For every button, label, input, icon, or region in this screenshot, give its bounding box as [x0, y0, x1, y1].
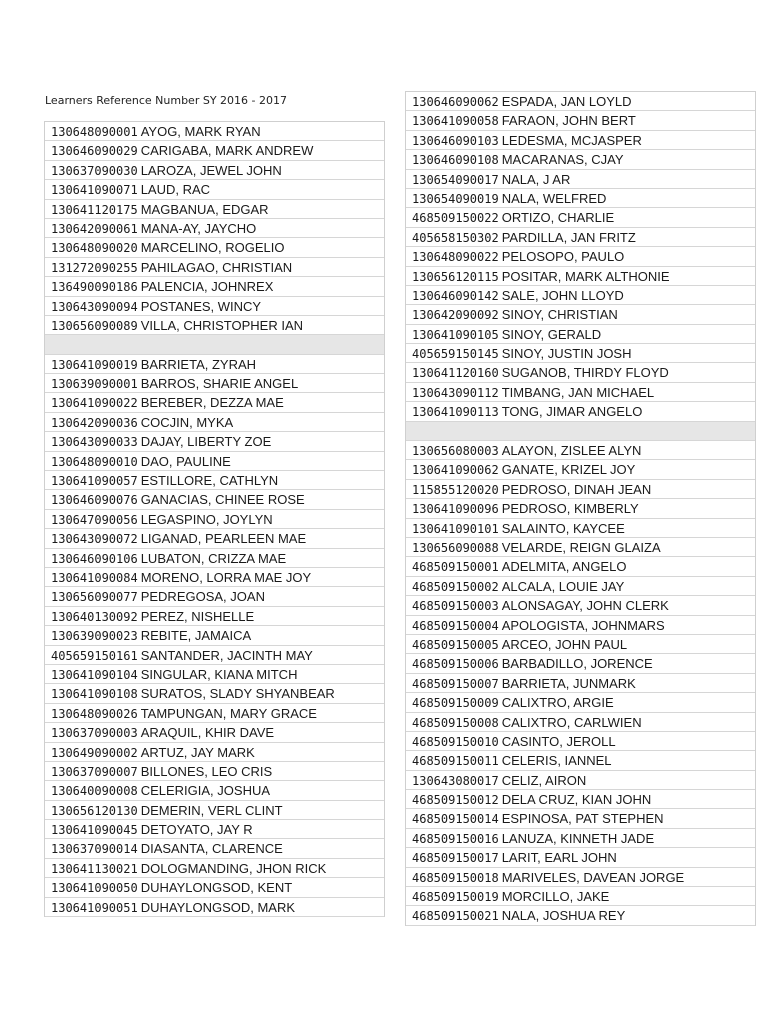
learner-reference-number: 130642090092: [412, 308, 499, 323]
learner-row: [45, 762, 384, 781]
learner-row: [406, 344, 755, 363]
learner-name: SINOY, JUSTIN JOSH: [501, 346, 632, 362]
learner-name: NALA, JOSHUA REY: [501, 908, 626, 924]
learner-name: VILLA, CHRISTOPHER IAN: [140, 317, 304, 333]
learner-row: [45, 297, 384, 316]
learner-row: [45, 684, 384, 703]
learner-reference-number: 468509150021: [412, 909, 499, 924]
learner-row: [406, 267, 755, 286]
learner-name: CALIXTRO, ARGIE: [501, 695, 614, 711]
learner-name: DOLOGMANDING, JHON RICK: [140, 860, 327, 876]
learner-name: POSITAR, MARK ALTHONIE: [501, 268, 670, 284]
learner-row: [406, 92, 755, 111]
learner-reference-number: 131272090255: [51, 260, 138, 275]
learner-row: [406, 111, 755, 130]
learner-name: GANACIAS, CHINEE ROSE: [140, 492, 305, 508]
learner-row: [406, 848, 755, 867]
learner-name: SINOY, GERALD: [501, 326, 602, 342]
learner-row: [406, 577, 755, 596]
learner-row: [45, 723, 384, 742]
learner-name: PEDREGOSA, JOAN: [140, 589, 265, 605]
learner-reference-number: 130637090007: [51, 764, 138, 779]
learner-name: REBITE, JAMAICA: [140, 628, 252, 644]
learner-name: ADELMITA, ANGELO: [501, 559, 627, 575]
learner-row: [45, 510, 384, 529]
learner-name: ALAYON, ZISLEE ALYN: [501, 443, 642, 459]
learner-reference-number: 468509150011: [412, 754, 499, 769]
learner-name: DAJAY, LIBERTY ZOE: [140, 434, 272, 450]
learner-reference-number: 405658150302: [412, 230, 499, 245]
learner-name: MORCILLO, JAKE: [501, 889, 610, 905]
learner-row: [406, 790, 755, 809]
learner-reference-number: 130648090010: [51, 454, 138, 469]
learner-reference-number: 130646090108: [412, 153, 499, 168]
learner-name: NALA, J AR: [501, 171, 571, 187]
learner-row: [406, 809, 755, 828]
learner-row: [406, 228, 755, 247]
learner-reference-number: 130642090036: [51, 415, 138, 430]
left-learner-table: [44, 121, 385, 917]
learner-reference-number: 130641090057: [51, 474, 138, 489]
learner-name: TAMPUNGAN, MARY GRACE: [140, 705, 317, 721]
learner-row: [45, 587, 384, 606]
learner-reference-number: 468509150003: [412, 599, 499, 614]
learner-row: [45, 258, 384, 277]
learner-reference-number: 130641090104: [51, 667, 138, 682]
learner-reference-number: 468509150002: [412, 579, 499, 594]
learner-reference-number: 130641090051: [51, 900, 138, 915]
learner-name: DUHAYLONGSOD, KENT: [140, 880, 293, 896]
learner-reference-number: 468509150016: [412, 831, 499, 846]
learner-reference-number: 130648090022: [412, 250, 499, 265]
learner-row: [406, 286, 755, 305]
learner-reference-number: 130656080003: [412, 444, 499, 459]
learner-name: BARROS, SHARIE ANGEL: [140, 376, 299, 392]
learner-row: [406, 771, 755, 790]
learner-row: [406, 170, 755, 189]
learner-row: [45, 393, 384, 412]
learner-reference-number: 130637090014: [51, 842, 138, 857]
learner-reference-number: 468509150006: [412, 657, 499, 672]
page-title: Learners Reference Number SY 2016 - 2017: [45, 94, 287, 107]
learner-row: [45, 432, 384, 451]
learner-reference-number: 136490090186: [51, 280, 138, 295]
learner-reference-number: 130641090019: [51, 357, 138, 372]
learner-name: PEDROSO, DINAH JEAN: [501, 481, 652, 497]
learner-name: ALONSAGAY, JOHN CLERK: [501, 598, 669, 614]
learner-name: BARRIETA, ZYRAH: [140, 356, 257, 372]
learner-reference-number: 115855120020: [412, 482, 499, 497]
learner-row: [45, 568, 384, 587]
learner-row: [406, 906, 755, 925]
learner-name: SANTANDER, JACINTH MAY: [140, 647, 313, 663]
learner-name: DELA CRUZ, KIAN JOHN: [501, 792, 652, 808]
learner-name: SALAINTO, KAYCEE: [501, 520, 625, 536]
learner-name: ESTILLORE, CATHLYN: [140, 473, 279, 489]
learner-row: [45, 781, 384, 800]
learner-reference-number: 130641090084: [51, 570, 138, 585]
learner-reference-number: 130646090142: [412, 288, 499, 303]
learner-name: PARDILLA, JAN FRITZ: [501, 229, 636, 245]
learner-reference-number: 130649090002: [51, 745, 138, 760]
learner-row: [45, 898, 384, 917]
learner-reference-number: 130639090023: [51, 629, 138, 644]
learner-row: [406, 402, 755, 421]
learner-reference-number: 130656090077: [51, 590, 138, 605]
learner-reference-number: 130643090094: [51, 299, 138, 314]
learner-reference-number: 130648090020: [51, 241, 138, 256]
learner-reference-number: 468509150022: [412, 211, 499, 226]
learner-row: [406, 305, 755, 324]
learner-row: [406, 887, 755, 906]
learner-row: [406, 441, 755, 460]
learner-name: GANATE, KRIZEL JOY: [501, 462, 636, 478]
learner-name: COCJIN, MYKA: [140, 414, 234, 430]
learner-name: FARAON, JOHN BERT: [501, 113, 636, 129]
learner-reference-number: 130646090062: [412, 95, 499, 109]
learner-row: [406, 460, 755, 479]
learner-name: LAUD, RAC: [140, 182, 211, 198]
learner-name: CELERIS, IANNEL: [501, 753, 612, 769]
learner-row: [45, 238, 384, 257]
learner-row: [406, 732, 755, 751]
learner-row: [45, 413, 384, 432]
learner-name: CELIZ, AIRON: [501, 772, 587, 788]
learner-name: ALCALA, LOUIE JAY: [501, 578, 625, 594]
learner-row: [406, 616, 755, 635]
learner-name: PELOSOPO, PAULO: [501, 249, 625, 265]
group-separator-row: [406, 422, 755, 441]
learner-row: [406, 480, 755, 499]
learner-reference-number: 130656090088: [412, 540, 499, 555]
learner-reference-number: 130640130092: [51, 609, 138, 624]
learner-row: [406, 208, 755, 227]
learner-reference-number: 130646090076: [51, 493, 138, 508]
learner-reference-number: 130646090103: [412, 133, 499, 148]
learner-reference-number: 130656120115: [412, 269, 499, 284]
learner-name: SINOY, CHRISTIAN: [501, 307, 618, 323]
learner-row: [406, 189, 755, 208]
learner-row: [406, 383, 755, 402]
learner-name: SUGANOB, THIRDY FLOYD: [501, 365, 669, 381]
learner-name: DIASANTA, CLARENCE: [140, 841, 283, 857]
learner-reference-number: 130646090106: [51, 551, 138, 566]
learner-name: BARRIETA, JUNMARK: [501, 675, 636, 691]
learner-reference-number: 130642090061: [51, 221, 138, 236]
learner-name: APOLOGISTA, JOHNMARS: [501, 617, 665, 633]
learner-name: MARCELINO, ROGELIO: [140, 240, 285, 256]
learner-row: [406, 674, 755, 693]
learner-name: LARIT, EARL JOHN: [501, 850, 617, 866]
learner-name: TIMBANG, JAN MICHAEL: [501, 384, 655, 400]
learner-reference-number: 130637090030: [51, 163, 138, 178]
learner-reference-number: 130641130021: [51, 861, 138, 876]
learner-name: AYOG, MARK RYAN: [140, 124, 261, 139]
learner-reference-number: 468509150009: [412, 696, 499, 711]
learner-name: LEGASPINO, JOYLYN: [140, 511, 273, 527]
learner-row: [45, 665, 384, 684]
learner-row: [45, 607, 384, 626]
learner-name: BILLONES, LEO CRIS: [140, 763, 273, 779]
learner-reference-number: 405659150145: [412, 347, 499, 362]
learner-reference-number: 130641090062: [412, 463, 499, 478]
learner-row: [45, 141, 384, 160]
learner-name: PAHILAGAO, CHRISTIAN: [140, 259, 293, 275]
learner-name: BEREBER, DEZZA MAE: [140, 395, 284, 411]
learner-row: [45, 219, 384, 238]
learner-reference-number: 130641090058: [412, 114, 499, 129]
learner-row: [45, 646, 384, 665]
learner-row: [406, 247, 755, 266]
learner-row: [45, 161, 384, 180]
learner-row: [45, 277, 384, 296]
learner-reference-number: 468509150004: [412, 618, 499, 633]
learner-name: SURATOS, SLADY SHYANBEAR: [140, 686, 335, 702]
learner-row: [406, 713, 755, 732]
right-learner-table: [405, 91, 756, 926]
learner-reference-number: 130643080017: [412, 773, 499, 788]
learner-row: [45, 878, 384, 897]
learner-reference-number: 130637090003: [51, 726, 138, 741]
learner-row: [45, 316, 384, 335]
learner-reference-number: 130641090113: [412, 405, 499, 420]
learner-row: [406, 325, 755, 344]
learner-reference-number: 130656090089: [51, 318, 138, 333]
learner-name: BARBADILLO, JORENCE: [501, 656, 653, 672]
learner-row: [45, 452, 384, 471]
learner-row: [406, 499, 755, 518]
learner-name: CASINTO, JEROLL: [501, 733, 616, 749]
learner-name: PALENCIA, JOHNREX: [140, 279, 274, 295]
learner-row: [406, 751, 755, 770]
learner-reference-number: 130643090112: [412, 385, 499, 400]
learner-row: [45, 529, 384, 548]
learner-name: VELARDE, REIGN GLAIZA: [501, 539, 661, 555]
learner-reference-number: 130640090008: [51, 784, 138, 799]
learner-name: DEMERIN, VERL CLINT: [140, 802, 283, 818]
learner-reference-number: 130648090026: [51, 706, 138, 721]
learner-row: [45, 471, 384, 490]
learner-reference-number: 130641090050: [51, 881, 138, 896]
learner-row: [406, 363, 755, 382]
learner-reference-number: 130641120175: [51, 202, 138, 217]
learner-row: [406, 693, 755, 712]
learner-reference-number: 130641090101: [412, 521, 499, 536]
learner-name: SINGULAR, KIANA MITCH: [140, 666, 298, 682]
learner-name: DAO, PAULINE: [140, 453, 231, 469]
learner-reference-number: 468509150014: [412, 812, 499, 827]
learner-reference-number: 130654090017: [412, 172, 499, 187]
learner-reference-number: 130641090022: [51, 396, 138, 411]
learner-row: [406, 596, 755, 615]
learner-row: [45, 859, 384, 878]
learner-name: LANUZA, KINNETH JADE: [501, 830, 655, 846]
learner-row: [406, 829, 755, 848]
learner-reference-number: 130641090105: [412, 327, 499, 342]
learner-reference-number: 468509150018: [412, 870, 499, 885]
learner-name: ESPADA, JAN LOYLD: [501, 94, 632, 109]
learner-reference-number: 468509150019: [412, 890, 499, 905]
learner-reference-number: 468509150008: [412, 715, 499, 730]
learner-name: MORENO, LORRA MAE JOY: [140, 569, 312, 585]
learner-row: [45, 355, 384, 374]
learner-row: [45, 839, 384, 858]
learner-row: [45, 801, 384, 820]
learner-row: [45, 374, 384, 393]
learner-reference-number: 130643090072: [51, 532, 138, 547]
learner-reference-number: 130656120130: [51, 803, 138, 818]
learner-name: NALA, WELFRED: [501, 190, 607, 206]
learner-name: PEDROSO, KIMBERLY: [501, 501, 639, 517]
learner-row: [406, 131, 755, 150]
learner-reference-number: 468509150001: [412, 560, 499, 575]
learner-name: ARCEO, JOHN PAUL: [501, 636, 628, 652]
learner-name: DETOYATO, JAY R: [140, 822, 253, 838]
learner-row: [45, 626, 384, 645]
learner-row: [406, 557, 755, 576]
learner-reference-number: 130654090019: [412, 191, 499, 206]
learner-name: CELERIGIA, JOSHUA: [140, 783, 271, 799]
learner-reference-number: 468509150017: [412, 851, 499, 866]
learner-name: PEREZ, NISHELLE: [140, 608, 255, 624]
learner-row: [406, 519, 755, 538]
learner-name: CALIXTRO, CARLWIEN: [501, 714, 642, 730]
learner-reference-number: 130646090029: [51, 144, 138, 159]
group-separator-row: [45, 335, 384, 354]
learner-name: MANA-AY, JAYCHO: [140, 220, 257, 236]
learner-name: LUBATON, CRIZZA MAE: [140, 550, 287, 566]
learner-name: SALE, JOHN LLOYD: [501, 287, 624, 303]
learner-name: ARAQUIL, KHIR DAVE: [140, 725, 275, 741]
learner-row: [45, 180, 384, 199]
learner-name: LIGANAD, PEARLEEN MAE: [140, 531, 307, 547]
learner-row: [406, 635, 755, 654]
learner-name: MARIVELES, DAVEAN JORGE: [501, 869, 685, 885]
learner-row: [45, 820, 384, 839]
learner-name: CARIGABA, MARK ANDREW: [140, 143, 314, 159]
learner-reference-number: 468509150007: [412, 676, 499, 691]
learner-reference-number: 405659150161: [51, 648, 138, 663]
learner-reference-number: 130641090071: [51, 183, 138, 198]
learner-reference-number: 130641090108: [51, 687, 138, 702]
learner-row: [406, 654, 755, 673]
learner-reference-number: 468509150012: [412, 793, 499, 808]
learner-reference-number: 130641090096: [412, 502, 499, 517]
learner-reference-number: 130643090033: [51, 435, 138, 450]
learner-name: LAROZA, JEWEL JOHN: [140, 162, 282, 178]
learner-row: [45, 549, 384, 568]
learner-row: [406, 868, 755, 887]
learner-reference-number: 468509150005: [412, 637, 499, 652]
learner-name: ORTIZO, CHARLIE: [501, 210, 615, 226]
learner-row: [45, 200, 384, 219]
learner-row: [406, 150, 755, 169]
learner-name: LEDESMA, MCJASPER: [501, 132, 642, 148]
learner-reference-number: 468509150010: [412, 734, 499, 749]
learner-name: ARTUZ, JAY MARK: [140, 744, 255, 760]
learner-row: [45, 704, 384, 723]
learner-row: [406, 538, 755, 557]
learner-name: DUHAYLONGSOD, MARK: [140, 899, 296, 915]
learner-reference-number: 130641120160: [412, 366, 499, 381]
learner-reference-number: 130648090001: [51, 125, 138, 139]
learner-name: MACARANAS, CJAY: [501, 152, 624, 168]
learner-row: [45, 743, 384, 762]
learner-row: [45, 490, 384, 509]
learner-name: TONG, JIMAR ANGELO: [501, 404, 643, 420]
learner-name: MAGBANUA, EDGAR: [140, 201, 269, 217]
learner-name: POSTANES, WINCY: [140, 298, 262, 314]
learner-reference-number: 130639090001: [51, 377, 138, 392]
learner-name: ESPINOSA, PAT STEPHEN: [501, 811, 664, 827]
learner-reference-number: 130641090045: [51, 823, 138, 838]
learner-row: [45, 122, 384, 141]
learner-reference-number: 130647090056: [51, 512, 138, 527]
